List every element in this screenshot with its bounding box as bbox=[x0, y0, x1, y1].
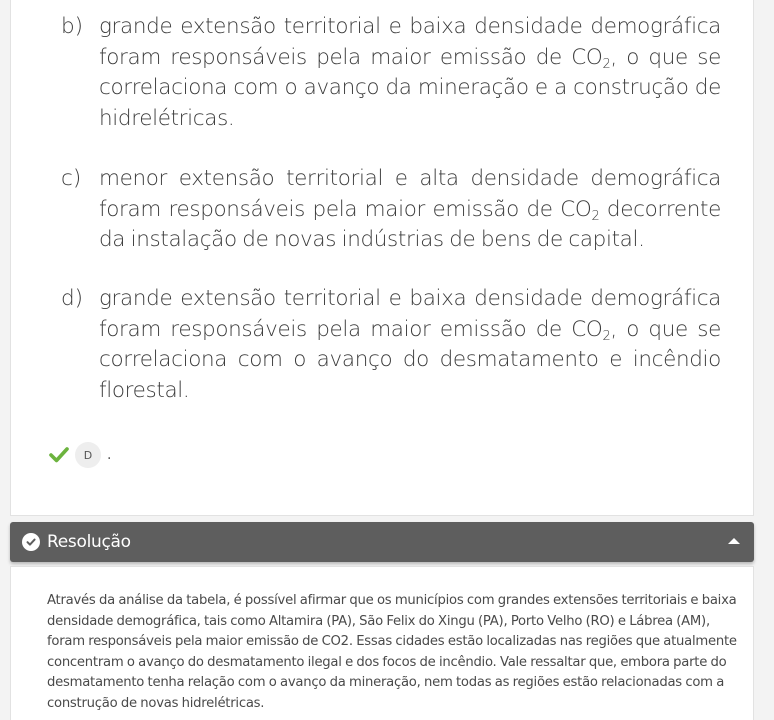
option-c[interactable] bbox=[61, 164, 721, 256]
option-d[interactable] bbox=[61, 284, 721, 406]
option-letter: c) bbox=[61, 166, 82, 191]
option-b[interactable] bbox=[61, 12, 721, 134]
answer-suffix: . bbox=[107, 447, 112, 463]
option-letter: d) bbox=[61, 286, 84, 311]
resolution-body bbox=[10, 566, 754, 720]
answer-badge: D bbox=[75, 442, 101, 468]
caret-up-icon[interactable] bbox=[728, 538, 740, 544]
option-text: grande extensão territorial e baixa densidade demográfica foram responsáveis pela maior emissão de $CO_2$, o que se correlaciona com o avanço da mineração e a construção de hidrelétricas. bbox=[99, 14, 721, 131]
resolution-text: Através da análise da tabela, é possível afirmar que os municípios com grandes extensões territoriais e baixa densidade demográfica, tais como Altamira (PA), São Felix do Xingu (PA), Porto Velho (RO) e Lábrea (AM), foram responsáveis pela maior emissão de CO2. Essas cidades estão localizadas nas regiões que atualmente concentram o avanço do desmatamento ilegal e dos focos de incêndio. Vale ressaltar que, embora parte do desmatamento tenha relação com o avanço da mineração, nem todas as regiões estão relacionadas com a construção de novas hidrelétricas. bbox=[47, 593, 737, 711]
resolution-toggle[interactable] bbox=[10, 522, 754, 562]
option-letter: b) bbox=[61, 14, 84, 39]
correct-answer bbox=[49, 442, 111, 468]
option-text: grande extensão territorial e baixa densidade demográfica foram responsáveis pela maior emissão de $CO_2$, o que se correlaciona com o avanço do desmatamento e incêndio florestal. bbox=[99, 286, 721, 403]
option-text: menor extensão territorial e alta densidade demográfica foram responsáveis pela maior emissão de $CO_2$ decorrente da instalação de novas indústrias de bens de capital. bbox=[99, 166, 721, 252]
question-card bbox=[10, 0, 754, 516]
check-circle-icon bbox=[22, 533, 40, 551]
check-icon bbox=[49, 446, 69, 464]
resolution-title: Resolução bbox=[47, 532, 131, 552]
